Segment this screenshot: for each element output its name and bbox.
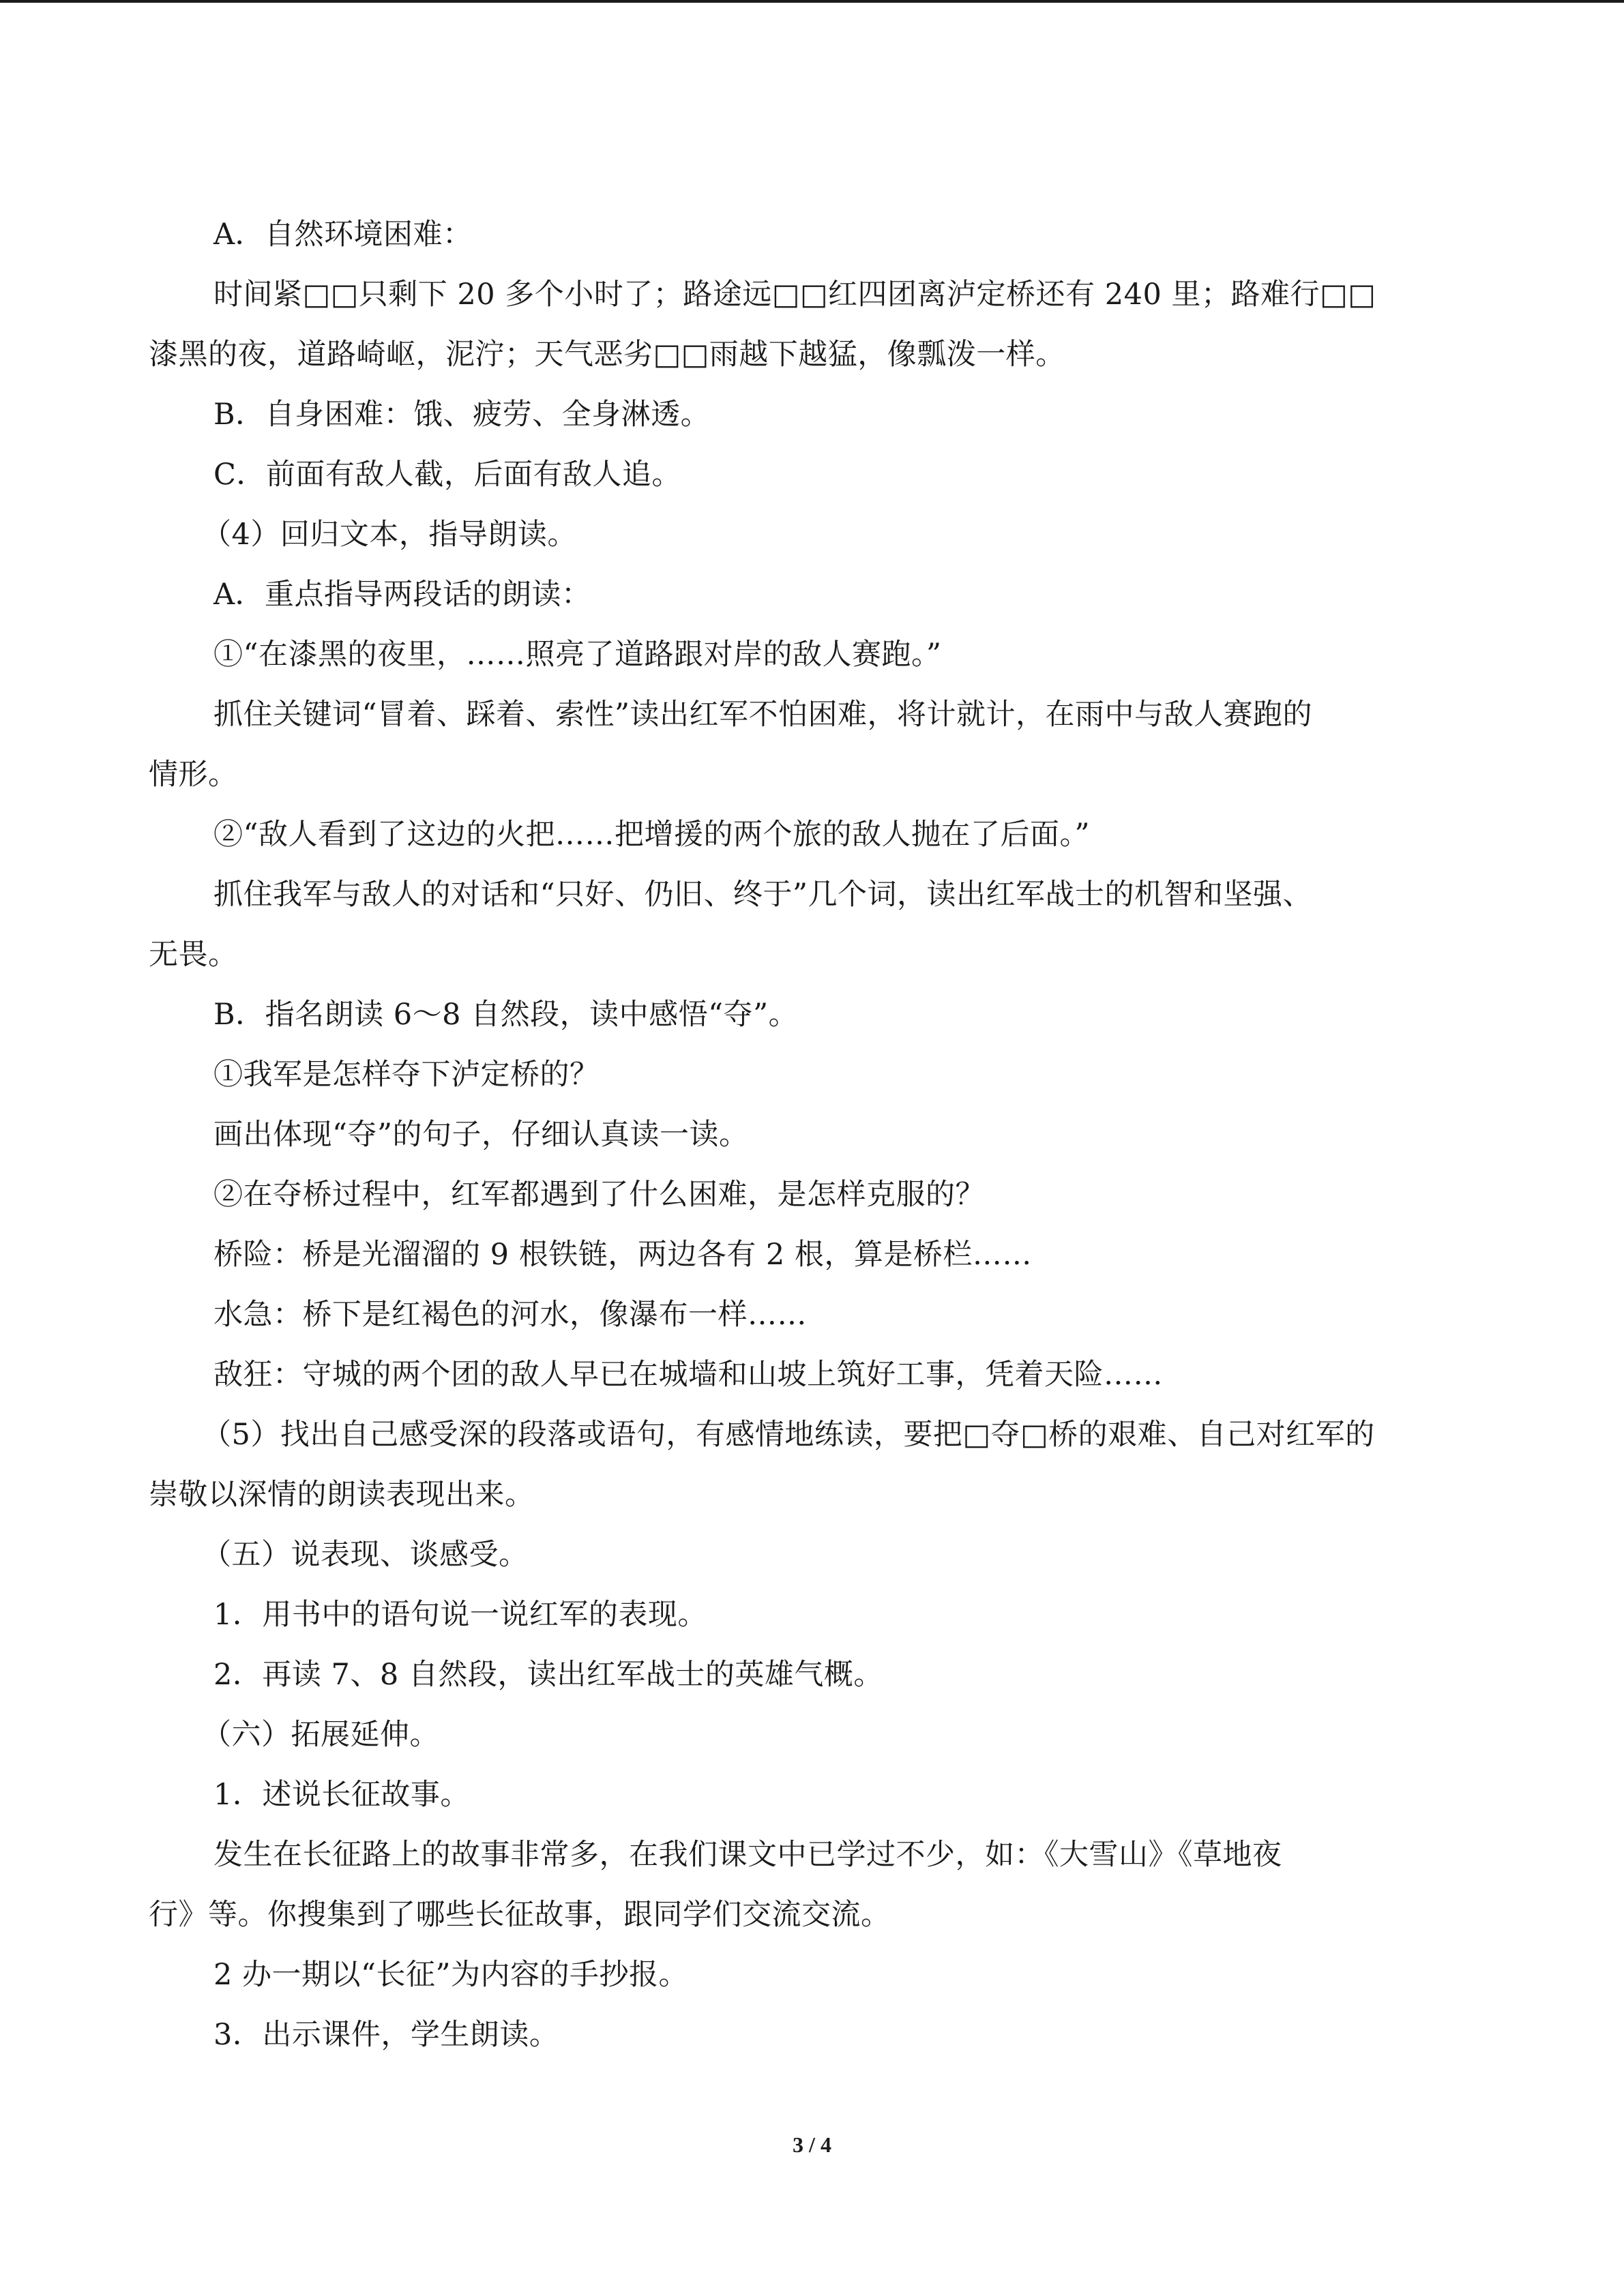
text-line: 抓住关键词“冒着、踩着、索性”读出红军不怕困难，将计就计，在雨中与敌人赛跑的 [213, 698, 1312, 732]
page-number: 3 / 4 [793, 2132, 831, 2157]
text-line: 漆黑的夜，道路崎岖，泥泞；天气恶劣□□雨越下越猛，像瓢泼一样。 [149, 338, 1065, 372]
text-line: 桥险：桥是光溜溜的 9 根铁链，两边各有 2 根，算是桥栏…… [213, 1238, 1032, 1272]
text-line: ①我军是怎样夺下泸定桥的？ [213, 1058, 600, 1092]
text-line: A．自然环境困难： [213, 218, 473, 252]
text-line: （4）回归文本，指导朗读。 [202, 518, 577, 552]
text-line: 2 办一期以“长征”为内容的手抄报。 [213, 1958, 688, 1992]
text-line: ①“在漆黑的夜里，……照亮了道路跟对岸的敌人赛跑。” [213, 638, 942, 672]
text-line: 抓住我军与敌人的对话和“只好、仍旧、终于”几个词，读出红军战士的机智和坚强、 [213, 878, 1312, 912]
text-line: 无畏。 [149, 938, 238, 972]
document-body [149, 205, 1479, 2065]
text-line: 3．出示课件，学生朗读。 [213, 2018, 559, 2052]
text-line: 发生在长征路上的故事非常多，在我们课文中已学过不少，如：《大雪山》《草地夜 [213, 1838, 1282, 1872]
page-top-border [0, 0, 1624, 3]
text-line: 2．再读 7、8 自然段，读出红军战士的英雄气概。 [213, 1658, 883, 1692]
text-line: 时间紧□□只剩下 20 多个小时了；路途远□□红四团离泸定桥还有 240 里；路难行□□ [213, 278, 1376, 312]
text-line: 敌狂：守城的两个团的敌人早已在城墙和山坡上筑好工事，凭着天险…… [213, 1358, 1163, 1392]
text-line: 1．述说长征故事。 [213, 1778, 470, 1812]
text-line: （五）说表现、谈感受。 [202, 1538, 529, 1572]
text-line: B．自身困难：饿、疲劳、全身淋透。 [213, 398, 711, 432]
text-line: ②在夺桥过程中，红军都遇到了什么困难，是怎样克服的？ [213, 1178, 985, 1212]
text-line: 情形。 [149, 758, 238, 792]
text-line: B．指名朗读 6～8 自然段，读中感悟“夺”。 [213, 998, 799, 1032]
text-line: （5）找出自己感受深的段落或语句，有感情地练读，要把□夺□桥的艰难、自己对红军的 [202, 1418, 1375, 1452]
text-line: 崇敬以深情的朗读表现出来。 [149, 1478, 535, 1512]
text-line: 1．用书中的语句说一说红军的表现。 [213, 1598, 707, 1632]
text-line: 水急：桥下是红褐色的河水，像瀑布一样…… [213, 1298, 807, 1332]
text-line: ②“敌人看到了这边的火把……把增援的两个旅的敌人抛在了后面。” [213, 818, 1090, 852]
text-line: A．重点指导两段话的朗读： [213, 578, 591, 612]
text-line: （六）拓展延伸。 [202, 1718, 439, 1752]
text-line: C．前面有敌人截，后面有敌人追。 [213, 458, 681, 492]
text-line: 画出体现“夺”的句子，仔细认真读一读。 [213, 1118, 749, 1152]
text-line: 行》等。你搜集到了哪些长征故事，跟同学们交流交流。 [149, 1898, 891, 1932]
